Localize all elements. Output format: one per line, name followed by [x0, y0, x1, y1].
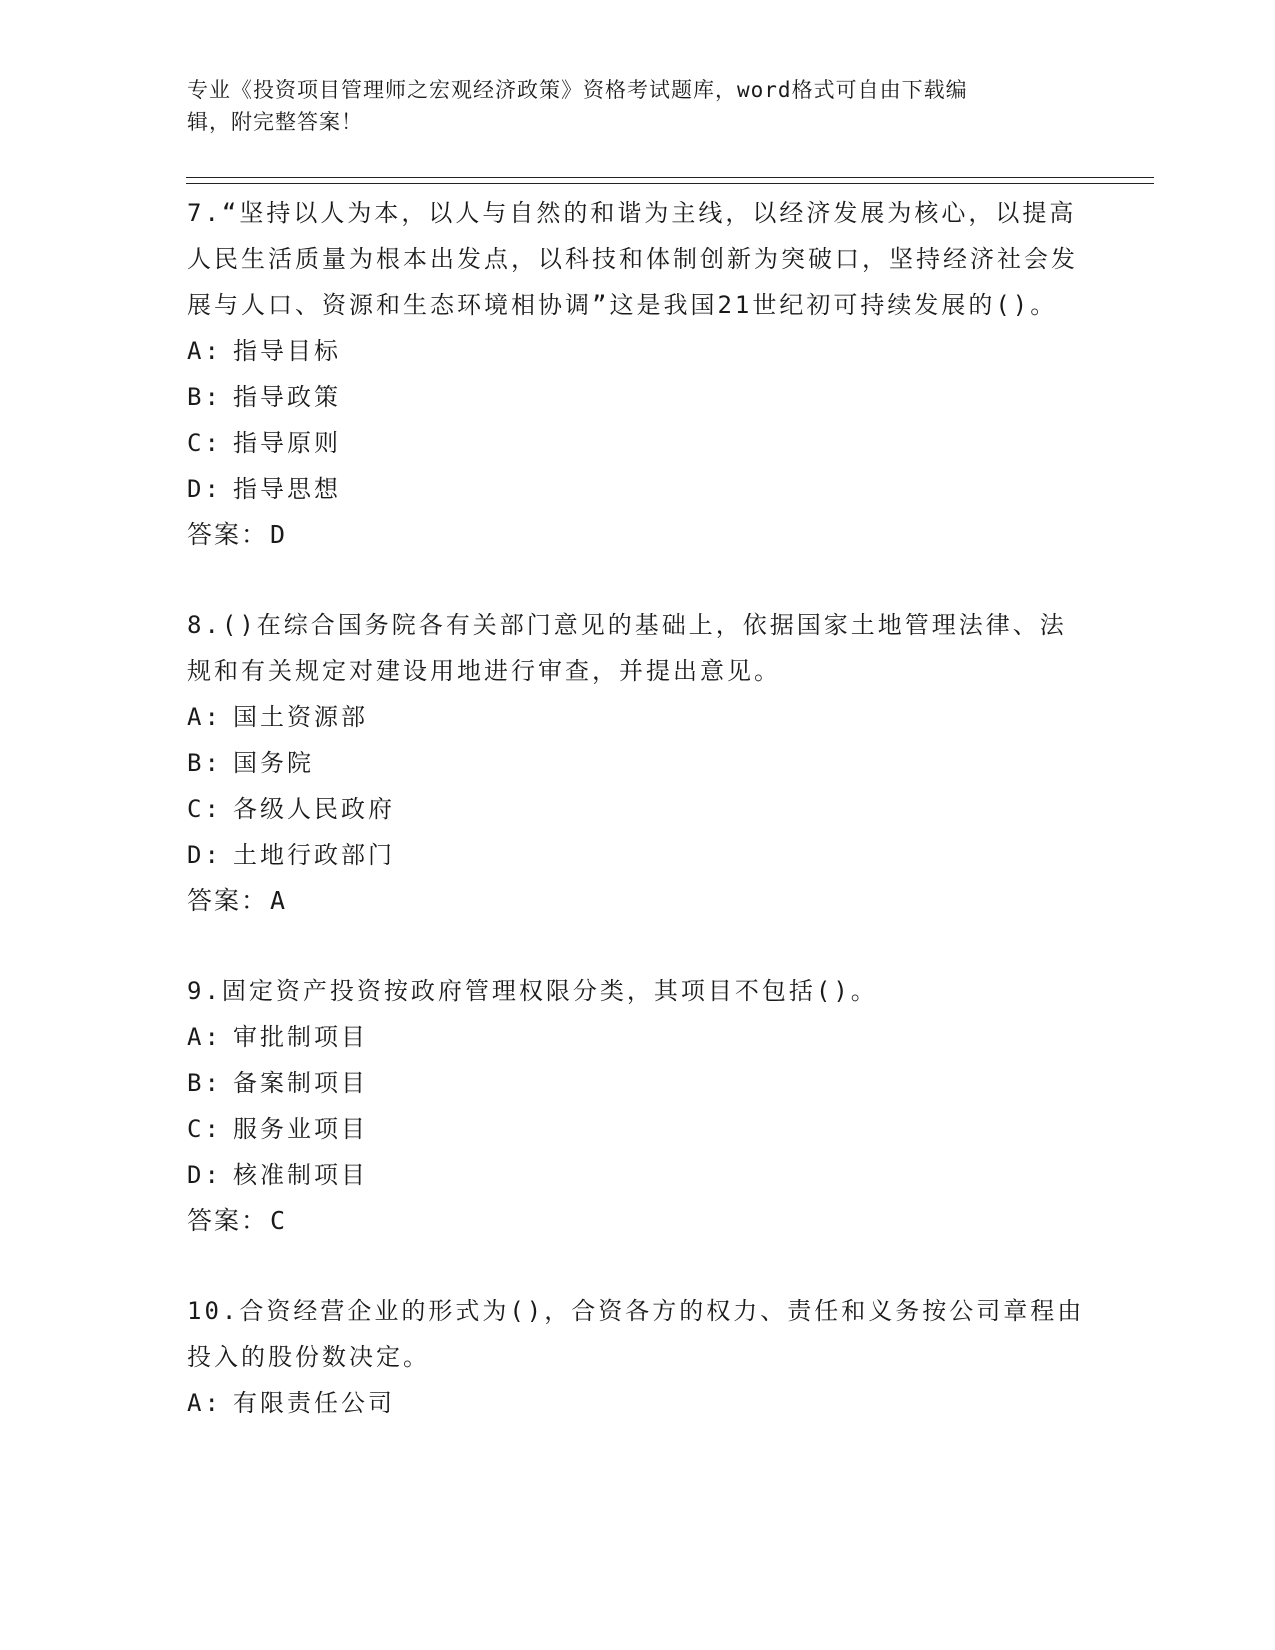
- option-text: 服务业项目: [233, 1115, 368, 1143]
- option-text: 审批制项目: [233, 1023, 368, 1051]
- question-10: [187, 1288, 1087, 1426]
- option-key: A:: [187, 1023, 222, 1051]
- option-text: 国土资源部: [233, 703, 368, 731]
- question-list: [187, 190, 1087, 1470]
- header-line-2: 辑，附完整答案！: [187, 110, 363, 134]
- answer-label: 答案：: [187, 521, 269, 549]
- option-key: A:: [187, 703, 222, 731]
- option-key: C:: [187, 795, 222, 823]
- option-text: 有限责任公司: [233, 1389, 395, 1417]
- question-9: [187, 968, 1087, 1244]
- answer-value: C: [270, 1206, 288, 1235]
- option-a: [187, 694, 1087, 740]
- header-line-1: 专业《投资项目管理师之宏观经济政策》资格考试题库，word格式可自由下载编: [187, 78, 968, 102]
- option-key: D:: [187, 841, 222, 869]
- answer-value: A: [270, 886, 288, 915]
- option-b: [187, 374, 1087, 420]
- option-d: [187, 1152, 1087, 1198]
- option-a: [187, 1014, 1087, 1060]
- answer-value: D: [270, 520, 288, 549]
- option-text: 指导思想: [233, 475, 341, 503]
- answer-line: [187, 1198, 1087, 1244]
- document-header: [187, 74, 1087, 138]
- option-text: 指导政策: [233, 383, 341, 411]
- option-d: [187, 466, 1087, 512]
- option-key: D:: [187, 1161, 222, 1189]
- option-key: D:: [187, 475, 222, 503]
- option-text: 核准制项目: [233, 1161, 368, 1189]
- option-b: [187, 740, 1087, 786]
- option-text: 土地行政部门: [233, 841, 395, 869]
- option-text: 指导原则: [233, 429, 341, 457]
- option-key: C:: [187, 1115, 222, 1143]
- answer-label: 答案：: [187, 887, 269, 915]
- option-text: 国务院: [233, 749, 314, 777]
- question-8: [187, 602, 1087, 924]
- answer-line: [187, 878, 1087, 924]
- question-stem: 10.合资经营企业的形式为()，合资各方的权力、责任和义务按公司章程由投入的股份数决定。: [187, 1297, 1085, 1371]
- option-b: [187, 1060, 1087, 1106]
- option-c: [187, 786, 1087, 832]
- option-a: [187, 328, 1087, 374]
- answer-label: 答案：: [187, 1207, 269, 1235]
- option-a: [187, 1380, 1087, 1426]
- option-key: B:: [187, 383, 222, 411]
- option-text: 各级人民政府: [233, 795, 395, 823]
- question-stem: 9.固定资产投资按政府管理权限分类，其项目不包括()。: [187, 977, 878, 1005]
- option-text: 指导目标: [233, 337, 341, 365]
- option-key: B:: [187, 1069, 222, 1097]
- question-stem: 8.()在综合国务院各有关部门意见的基础上，依据国家土地管理法律、法规和有关规定对建设用地进行审查，并提出意见。: [187, 611, 1067, 685]
- header-divider-bottom: [186, 183, 1154, 184]
- option-key: C:: [187, 429, 222, 457]
- option-c: [187, 1106, 1087, 1152]
- header-divider-top: [186, 177, 1154, 178]
- option-d: [187, 832, 1087, 878]
- option-text: 备案制项目: [233, 1069, 368, 1097]
- question-stem: 7.“坚持以人为本，以人与自然的和谐为主线，以经济发展为核心，以提高人民生活质量为根本出发点，以科技和体制创新为突破口，坚持经济社会发展与人口、资源和生态环境相协调”这是我国21世纪初可持续发展的()。: [187, 199, 1078, 319]
- option-key: A:: [187, 337, 222, 365]
- option-c: [187, 420, 1087, 466]
- question-7: [187, 190, 1087, 558]
- option-key: A:: [187, 1389, 222, 1417]
- answer-line: [187, 512, 1087, 558]
- option-key: B:: [187, 749, 222, 777]
